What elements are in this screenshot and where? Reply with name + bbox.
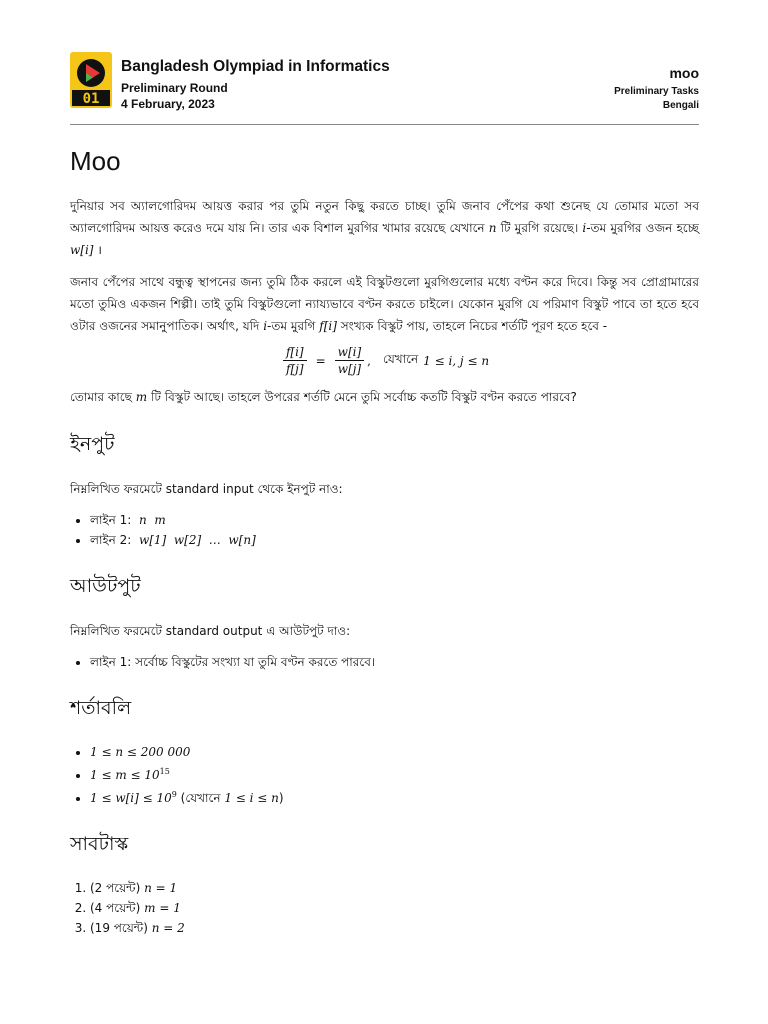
constraints-list [70, 742, 699, 808]
output-format-list [70, 652, 699, 672]
subtasks-heading: সাবটাস্ক [70, 833, 129, 855]
intro-paragraph-3: তোমার কাছে m টি বিস্কুট আছে। তাহলে উপরের শর্তটি মেনে তুমি সর্বোচ্চ কতটি বিস্কুট বণ্টন করতে পারবে? [70, 390, 577, 404]
svg-text:01: 01 [82, 91, 100, 107]
fraction-f: $\frac{f[i]}{f[j]}$ [283, 345, 307, 376]
intro-paragraph-2: জনাব পেঁপের সাথে বন্ধুত্ব স্থাপনের জন্য তুমি ঠিক করলে এই বিস্কুটগুলো মুরগিগুলোর মধ্যে বণ্টন করে দিবে। কিন্তু সব প্রোগ্রামারের মতো তুমিও একজন শিল্পী। তাই তুমি বিস্কুটগুলো ন্যায্যভাবে বণ্টন করতে চাইলে। যেকোন মুরগি যে পরিমাণ বিস্কুট পাবে তা হতে হবে ওটার ওজনের সমানুপাতিক। অর্থাৎ, যদি i-তম মুরগি f[i] সংখ্যক বিস্কুট পায়, তাহলে নিচের শর্তটি পূরণ হতে হবে - [70, 275, 699, 333]
intro-paragraph-1: দুনিয়ার সব অ্যালগোরিদম আয়ত্ত করার পর তুমি নতুন কিছু করতে চাচ্ছ। তুমি জনাব পেঁপের কথা শুনেছ যে তোমার মতো সব অ্যালগোরিদম আয়ত্ত করেও দমে যায় নি। তার এক বিশাল মুরগির খামার রয়েছে যেখানে n টি মুরগি রয়েছে। i-তম মুরগির ওজন হচ্ছে w[i] । [70, 199, 699, 257]
input-format-list [70, 510, 699, 550]
list-item: 1. (2 পয়েন্ট) n = 1 [90, 878, 699, 898]
org-name: Bangladesh Olympiad in Informatics [121, 58, 390, 75]
list-item: • লাইন 1: n m [90, 510, 699, 530]
fraction-w: $\frac{w[i]}{w[j]}$ [335, 345, 364, 376]
list-item: 3. (19 পয়েন্ট) n = 2 [90, 918, 699, 938]
list-item: • লাইন 1: সর্বোচ্চ বিস্কুটের সংখ্যা যা তুমি বণ্টন করতে পারবে। [90, 652, 699, 672]
header-right [614, 64, 699, 113]
list-item: 2. (4 পয়েন্ট) m = 1 [90, 898, 699, 918]
contest-date: 4 February, 2023 [121, 97, 215, 111]
input-heading: ইনপুট [70, 433, 115, 455]
list-item: • 1 ≤ n ≤ 200 000 [90, 742, 699, 762]
list-item: • লাইন 2: w[1] w[2] … w[n] [90, 530, 699, 550]
output-heading: আউটপুট [70, 575, 141, 597]
task-code: moo [669, 65, 699, 81]
output-description: নিম্নলিখিত ফরমেটে standard output এ আউটপুট দাও: [70, 624, 351, 638]
language-label: Bengali [662, 100, 699, 111]
subtasks-list [70, 878, 699, 938]
proportion-formula: $\frac{f[i]}{f[j]}$ = $\frac{w[i]}{w[j]}$ , যেখানে 1 ≤ i, j ≤ n [70, 345, 699, 376]
list-item: • $1 \le w[i] \le 10^9$ (যেখানে 1 ≤ i ≤ n) [90, 785, 699, 808]
list-item: • $1 \le m \le 10^{15}$ [90, 762, 699, 785]
problem-content [70, 140, 699, 942]
header-left [121, 58, 390, 112]
problem-title: Moo [70, 146, 121, 176]
page-header [70, 52, 699, 125]
round-name: Preliminary Round [121, 81, 228, 95]
task-type: Preliminary Tasks [614, 86, 699, 97]
boi-logo-icon [70, 52, 112, 108]
input-description: নিম্নলিখিত ফরমেটে standard input থেকে ইনপুট নাও: [70, 482, 343, 496]
constraints-heading: শর্তাবলি [70, 697, 132, 719]
